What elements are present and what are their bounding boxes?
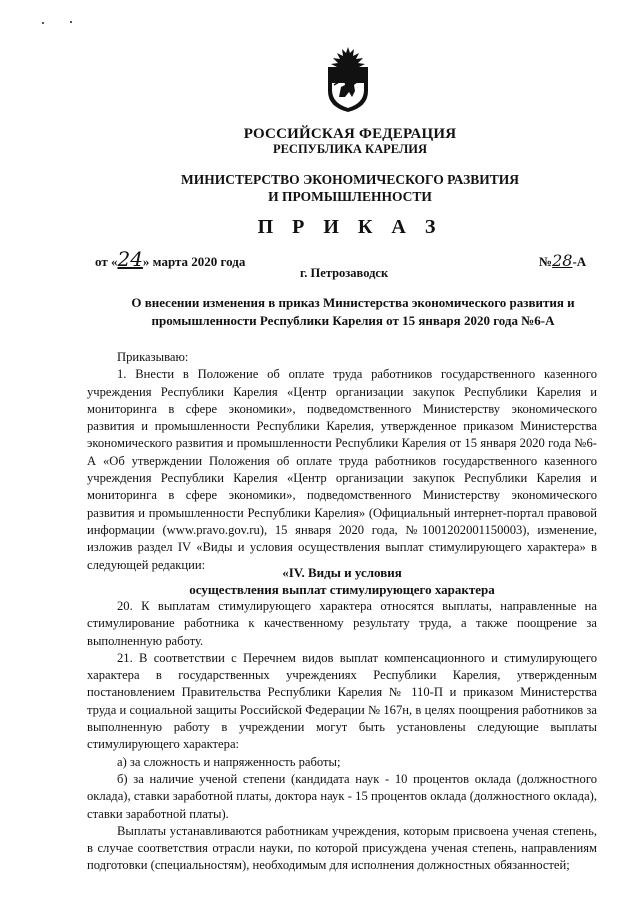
- section-heading: [87, 564, 597, 598]
- paragraph-20: 20. К выплатам стимулирующего характера относятся выплаты, направленные на стимулирование работника к качественному результату труда, а также поощрение за выполненную работу.: [87, 599, 597, 648]
- date-day-handwritten: 24: [117, 247, 143, 271]
- section-line-1: «IV. Виды и условия: [282, 565, 402, 580]
- paragraph-c: Выплаты устанавливаются работникам учреждения, которым присвоена ученая степень, в случае соответствия отрасли науки, по которой присуждена ученая степень, направлениям подготовки (специальностям), необходимым для исполнения должностных обязанностей;: [87, 823, 597, 873]
- order-title: [118, 294, 588, 330]
- order-body: [87, 349, 597, 574]
- title-line-1: О внесении изменения в приказ Министерства экономического развития и: [131, 295, 575, 310]
- order-word: Приказываю:: [117, 350, 189, 364]
- date-suffix: » марта 2020 года: [142, 254, 246, 269]
- city-label: г. Петрозаводск: [300, 266, 389, 280]
- federation-heading: РОССИЙСКАЯ ФЕДЕРАЦИЯ: [243, 126, 457, 142]
- document-type-heading: П Р И К А З: [257, 216, 443, 238]
- section-line-2: осуществления выплат стимулирующего характера: [189, 582, 495, 597]
- title-line-2: промышленности Республики Карелия от 15 января 2020 года №6-А: [151, 313, 555, 328]
- date-prefix: от «: [95, 254, 118, 269]
- number-handwritten: 28: [552, 251, 573, 270]
- ministry-heading: [0, 171, 640, 205]
- paragraph-b: б) за наличие ученой степени (кандидата наук - 10 процентов оклада (должностного оклада), ставки заработной платы, доктора наук - 15 процентов оклада (должностного оклада), ставки заработной платы).: [87, 771, 597, 821]
- scan-speck: [70, 21, 72, 23]
- ministry-line-2: И ПРОМЫШЛЕННОСТИ: [268, 189, 432, 204]
- ministry-line-1: МИНИСТЕРСТВО ЭКОНОМИЧЕСКОГО РАЗВИТИЯ: [181, 172, 519, 187]
- paragraph-a: а) за сложность и напряженность работы;: [117, 754, 341, 769]
- karelia-coat-of-arms-icon: [325, 45, 371, 113]
- number-suffix: -А: [572, 254, 587, 269]
- republic-heading: РЕСПУБЛИКА КАРЕЛИЯ: [272, 142, 428, 156]
- order-date: [95, 247, 245, 271]
- section-body: [87, 598, 597, 875]
- item-1-paragraph: 1. Внести в Положение об оплате труда работников государственного казенного учреждения Республики Карелия «Центр организации закупок Республики Карелия и мониторинга в сфере экономики», подведомственного Министерству экономического развития и промышленности Республики Карелия, утвержденное приказом Министерства экономического развития и промышленности Республики Карелия от 15 января 2020 года №6-А «Об утверждении Положения об оплате труда работников государственного казенного учреждения Республики Карелия «Центр организации закупок Республики Карелия и мониторинга в сфере экономики», подведомственного Министерству экономического развития и промышленности Республики Карелия» (Официальный интернет-портал правовой информации (www.pravo.gov.ru), 15 января 2020 года, №1001202001150003), изменение, изложив раздел IV «Виды и условия осуществления выплат стимулирующего характера» в следующей редакции:: [87, 367, 597, 572]
- number-prefix: №: [539, 254, 553, 269]
- paragraph-21: 21. В соответствии с Перечнем видов выплат компенсационного и стимулирующего характера в государственных учреждениях Республики Карелия, утвержденным постановлением Правительства Республики Карелия № 110-П и приказом Министерства труда и социальной защиты Российской Федерации № 167н, в целях поощрения работников за выполненную работу в учреждении могут быть установлены следующие выплаты стимулирующего характера:: [87, 650, 597, 752]
- order-number: [539, 251, 586, 270]
- scan-speck: [42, 22, 44, 24]
